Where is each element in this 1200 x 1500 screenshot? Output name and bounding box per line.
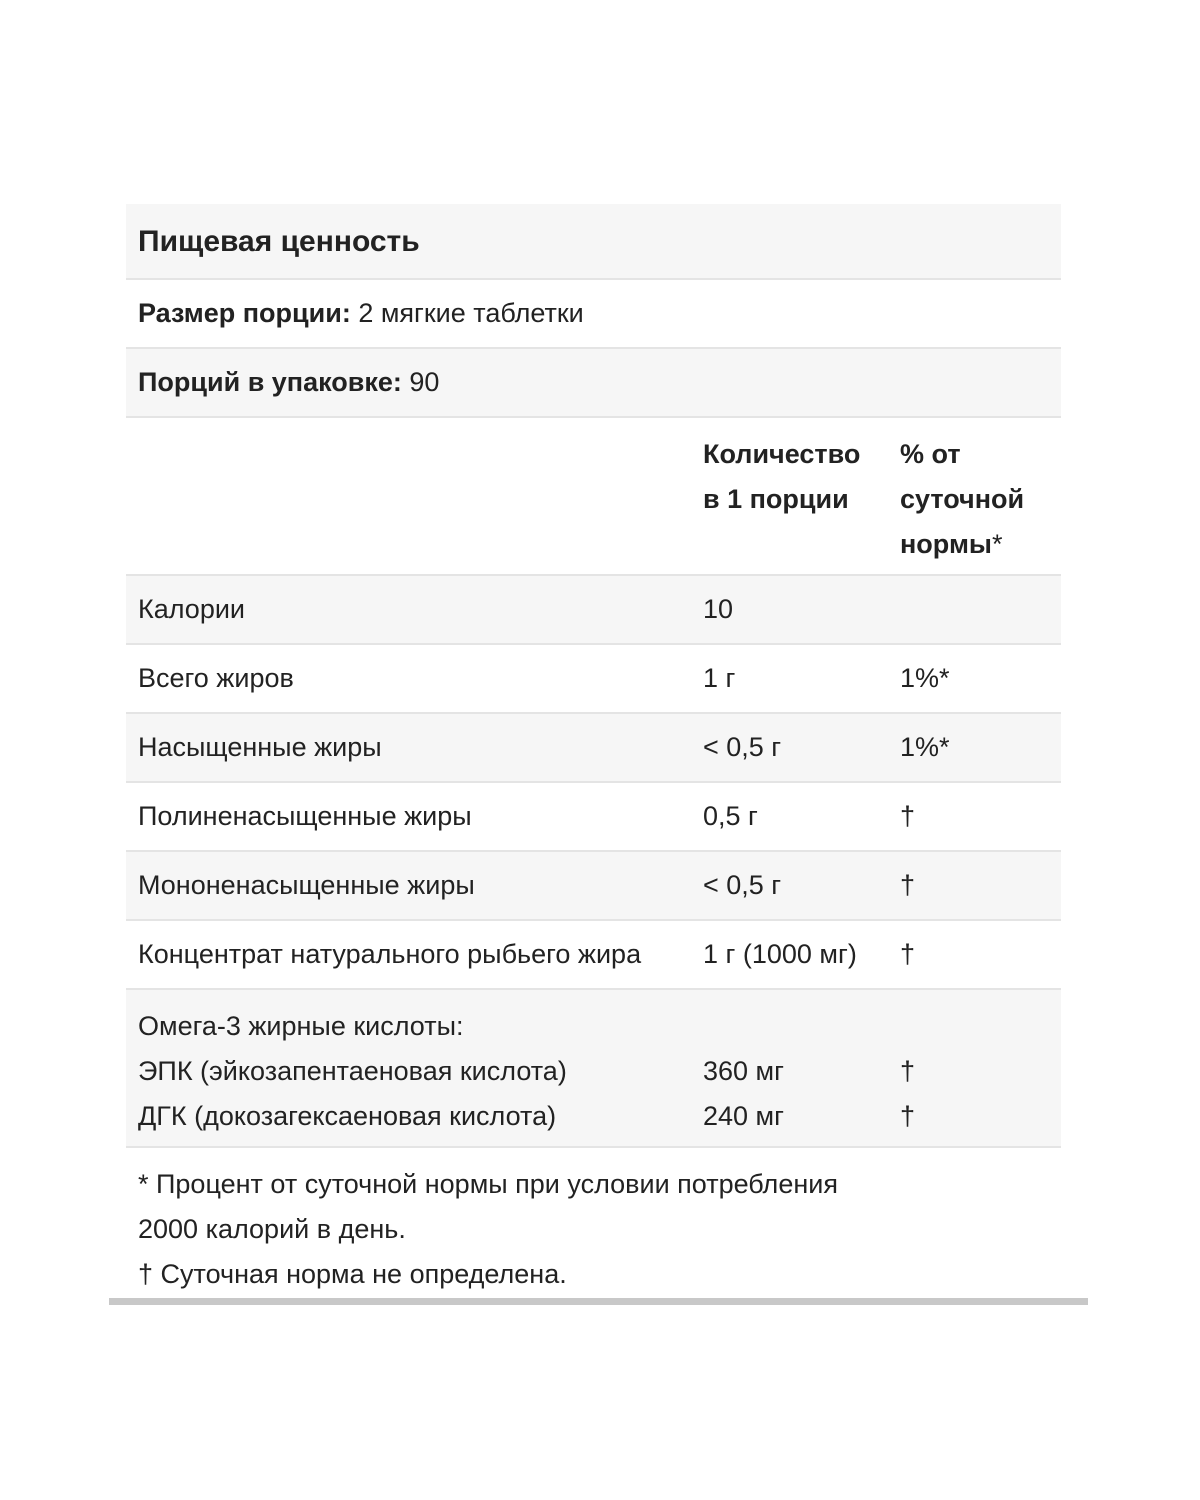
header-dv-line: % от bbox=[900, 439, 961, 469]
footnote-line: † Суточная норма не определена. bbox=[138, 1259, 567, 1289]
nutrient-amount: 1 г (1000 мг) bbox=[703, 939, 857, 969]
nutrient-name: Всего жиров bbox=[138, 663, 294, 693]
omega-item-dv: † bbox=[900, 1101, 916, 1131]
table-row bbox=[126, 576, 1061, 645]
omega-heading: Омега-3 жирные кислоты: bbox=[138, 1011, 464, 1041]
bottom-divider bbox=[109, 1298, 1088, 1305]
nutrient-dv: 1%* bbox=[900, 663, 950, 693]
serving-size-row bbox=[126, 280, 1061, 349]
nutrient-name: Концентрат натурального рыбьего жира bbox=[138, 939, 642, 969]
table-row bbox=[126, 852, 1061, 921]
nutrient-name: Насыщенные жиры bbox=[138, 732, 382, 762]
servings-label: Порций в упаковке: bbox=[138, 367, 402, 397]
omega-names-cell bbox=[126, 1004, 703, 1139]
nutrient-amount: 0,5 г bbox=[703, 801, 758, 831]
nutrient-amount: < 0,5 г bbox=[703, 870, 782, 900]
header-dv-asterisk: * bbox=[991, 529, 1003, 559]
omega-amounts-cell bbox=[703, 1004, 900, 1139]
footnote-line: 2000 калорий в день. bbox=[138, 1214, 406, 1244]
nutrient-amount: 10 bbox=[703, 594, 734, 624]
nutrient-dv: † bbox=[900, 870, 916, 900]
nutrient-name: Полиненасыщенные жиры bbox=[138, 801, 472, 831]
panel-title: Пищевая ценность bbox=[138, 224, 420, 258]
nutrient-amount: < 0,5 г bbox=[703, 732, 782, 762]
omega-item-name: ДГК (докозагексаеновая кислота) bbox=[138, 1101, 557, 1131]
nutrient-name: Мононенасыщенные жиры bbox=[138, 870, 475, 900]
omega-item-dv: † bbox=[900, 1056, 916, 1086]
omega-item-name: ЭПК (эйкозапентаеновая кислота) bbox=[138, 1056, 567, 1086]
omega-item-amount: 360 мг bbox=[703, 1056, 784, 1086]
table-row bbox=[126, 714, 1061, 783]
nutrient-amount: 1 г bbox=[703, 663, 736, 693]
table-row bbox=[126, 783, 1061, 852]
nutrient-dv: † bbox=[900, 801, 916, 831]
header-amount-cell bbox=[703, 432, 900, 522]
nutrient-dv: 1%* bbox=[900, 732, 950, 762]
header-dv-cell bbox=[900, 432, 1061, 567]
header-dv-line: суточной bbox=[900, 484, 1025, 514]
footnote-line: * Процент от суточной нормы при условии потребления bbox=[138, 1169, 838, 1199]
header-dv-line: нормы bbox=[900, 529, 992, 559]
table-row bbox=[126, 645, 1061, 714]
servings-per-container-row bbox=[126, 349, 1061, 418]
omega-item-amount: 240 мг bbox=[703, 1101, 784, 1131]
omega-dv-cell bbox=[900, 1004, 1061, 1139]
header-amount-line: в 1 порции bbox=[703, 484, 849, 514]
omega-3-row bbox=[126, 990, 1061, 1148]
header-amount-line: Количество bbox=[703, 439, 861, 469]
nutrition-facts-panel bbox=[126, 204, 1061, 1303]
table-row bbox=[126, 921, 1061, 990]
serving-size-label: Размер порции: bbox=[138, 298, 351, 328]
footnotes bbox=[126, 1148, 938, 1303]
servings-value: 90 bbox=[401, 367, 440, 397]
nutrient-dv: † bbox=[900, 939, 916, 969]
serving-size-value: 2 мягкие таблетки bbox=[350, 298, 584, 328]
column-header-row bbox=[126, 418, 1061, 576]
nutrient-name: Калории bbox=[138, 594, 245, 624]
panel-title-row bbox=[126, 204, 1061, 280]
